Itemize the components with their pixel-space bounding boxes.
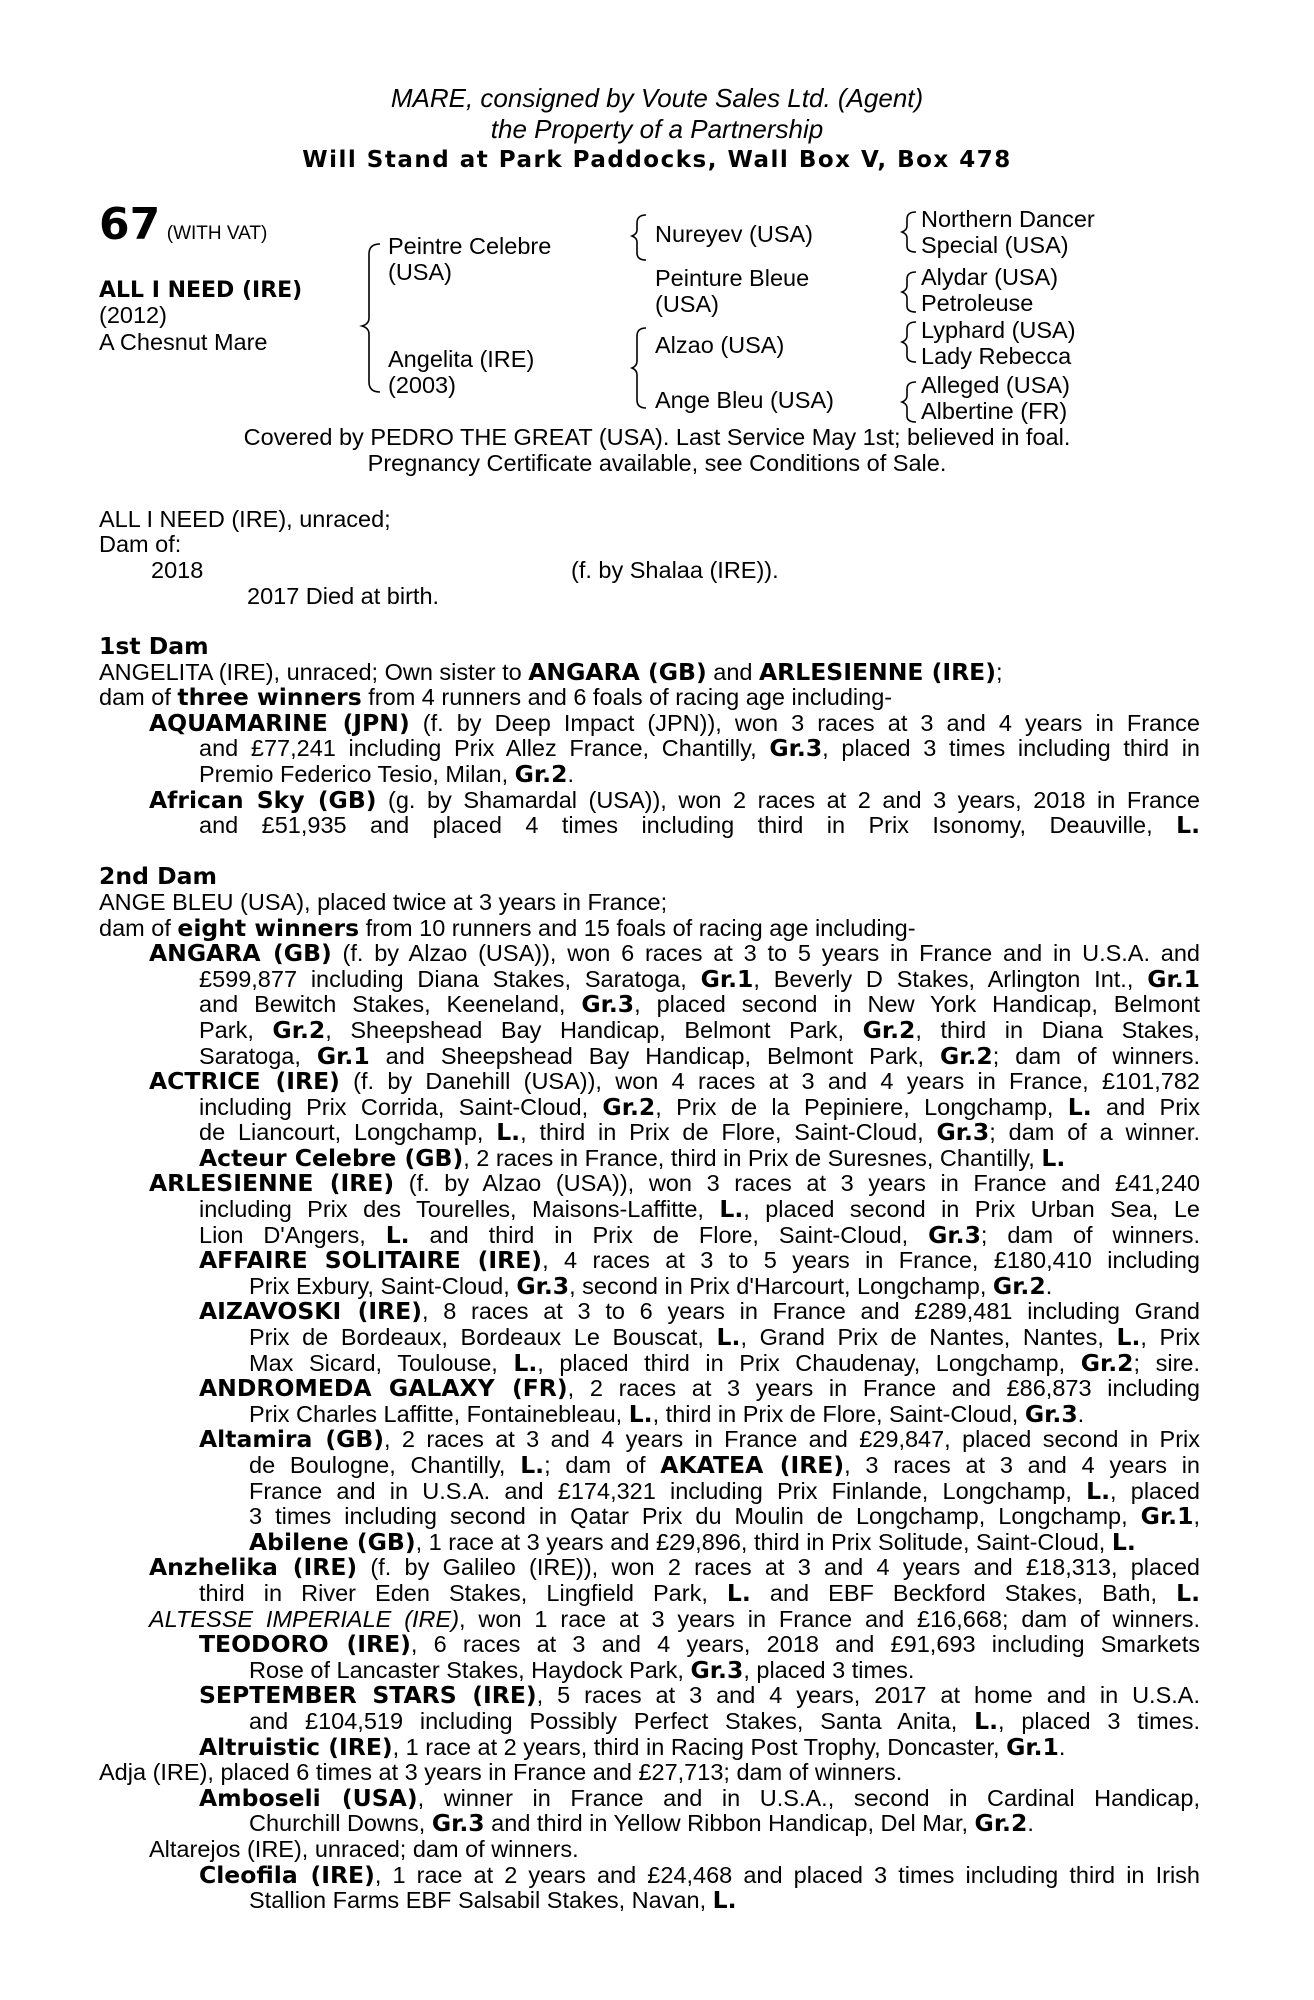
ss-sire: Northern Dancer — [921, 206, 1095, 232]
text-run: (f. by Alzao (USA)), won 3 races at 3 years in France and £41,240 — [394, 1170, 1200, 1197]
text-run: Park, — [199, 1016, 273, 1043]
text-run: , 6 races at 3 and 4 years, 2018 and £91,693 including Smarkets — [410, 1631, 1201, 1658]
text-run: ; dam of winners. — [992, 1042, 1201, 1069]
text-run: , placed — [1110, 1477, 1201, 1504]
dam-dam: Ange Bleu (USA) — [655, 387, 834, 413]
text-run: , Prix — [1140, 1324, 1200, 1351]
record-line — [199, 1248, 1200, 1274]
text-run: , 1 race at 2 years, third in Racing Post Trophy, Doncaster, — [392, 1733, 1007, 1760]
text-run: , third in Prix de Flore, Saint-Cloud, — [520, 1119, 937, 1146]
text-run: , 5 races at 3 and 4 years, 2017 at home and in U.S.A. — [536, 1682, 1200, 1709]
text-run: ; — [995, 658, 1003, 685]
bold-run: Altamira (GB) — [199, 1425, 385, 1454]
record-line — [249, 1399, 1200, 1428]
bold-run: Cleofila (IRE) — [199, 1860, 375, 1889]
text-run: Prix de Bordeaux, Bordeaux Le Bouscat, — [249, 1324, 717, 1351]
section-heading — [99, 864, 1200, 890]
record-line — [149, 1607, 1200, 1633]
sire-country: (USA) — [388, 259, 452, 285]
consignor-line: MARE, consigned by Voute Sales Ltd. (Agent) — [390, 83, 924, 113]
dam-sire: Alzao (USA) — [655, 332, 785, 358]
section-heading — [99, 634, 1200, 660]
text-run: , third in Prix de Flore, Saint-Cloud, — [652, 1400, 1025, 1427]
bold-run: 1st Dam — [99, 632, 209, 660]
text-run: , Sheepshead Bay Handicap, Belmont Park, — [325, 1016, 863, 1043]
text-run: and £104,519 including Possibly Perfect Stakes, Santa Anita, — [249, 1707, 975, 1734]
text-run: , 4 races at 3 to 5 years in France, £180,410 including — [542, 1247, 1201, 1274]
record-line — [149, 1555, 1200, 1581]
bold-run: Gr.3 — [928, 1220, 981, 1249]
bold-run: Gr.2 — [992, 1271, 1046, 1300]
text-run: , Grand Prix de Nantes, Nantes, — [740, 1324, 1117, 1351]
bold-run: Gr.3 — [516, 1271, 570, 1300]
dd-sire: Alleged (USA) — [921, 372, 1070, 398]
bold-run: AKATEA (IRE) — [660, 1451, 845, 1479]
text-run: , 1 race at 2 years and £24,468 and placed 3 times including third in Irish — [374, 1861, 1200, 1888]
bold-run: Gr.2 — [514, 759, 568, 788]
text-run: . — [1045, 1272, 1053, 1299]
text-run: , placed second in Prix Urban Sea, Le — [743, 1196, 1200, 1223]
record-line — [99, 839, 1200, 865]
text-run: dam of — [99, 684, 178, 711]
text-run: de Boulogne, Chantilly, — [249, 1452, 521, 1478]
text-run: Max Sicard, Toulouse, — [249, 1349, 514, 1376]
text-run: and Bewitch Stakes, Keeneland, — [199, 991, 582, 1018]
record-line — [99, 685, 1200, 711]
record-line — [99, 913, 1200, 942]
text-run: Churchill Downs, — [249, 1810, 432, 1837]
text-run: Altarejos (IRE), unraced; dam of winners. — [149, 1835, 579, 1862]
produce-intro: ALL I NEED (IRE), unraced; — [99, 506, 391, 532]
sire-sire: Nureyev (USA) — [655, 221, 814, 247]
bold-run: Gr.2 — [272, 1015, 326, 1044]
bold-run: L. — [513, 1348, 538, 1377]
horse-name: ALL I NEED (IRE) — [99, 278, 303, 303]
text-run: . — [1027, 1810, 1034, 1837]
bold-run: African Sky (GB) — [149, 785, 377, 814]
text-run: France and in U.S.A. and £174,321 including Prix Finlande, Longchamp, — [249, 1477, 1087, 1504]
horse-description: A Chesnut Mare — [99, 329, 268, 355]
bold-run: Gr.2 — [862, 1015, 916, 1044]
bold-run: Gr.3 — [936, 1118, 990, 1147]
text-run: ANGELITA (IRE), unraced; Own sister to — [99, 658, 529, 685]
bold-run: Gr.1 — [1147, 964, 1201, 993]
bold-run: L. — [496, 1118, 521, 1147]
bold-run: ACTRICE (IRE) — [149, 1067, 340, 1096]
bold-run: Gr.3 — [1024, 1399, 1078, 1428]
record-line — [99, 1760, 1200, 1786]
record-line — [249, 1655, 1200, 1684]
horse-year: (2012) — [99, 302, 167, 328]
bold-run: L. — [385, 1220, 410, 1249]
record-line — [249, 1453, 1200, 1479]
property-line: the Property of a Partnership — [490, 114, 824, 144]
text-run: ; dam of winners. — [980, 1221, 1201, 1248]
record-line — [199, 736, 1200, 762]
record-line — [199, 759, 1200, 788]
bold-run: L. — [628, 1399, 653, 1428]
italic-run: ALTESSE IMPERIALE (IRE) — [149, 1605, 460, 1632]
vat-note: (WITH VAT) — [166, 223, 268, 244]
bold-run: Anzhelika (IRE) — [149, 1553, 358, 1582]
text-run: , Beverly D Stakes, Arlington Int., — [753, 965, 1148, 992]
bold-run: Gr.1 — [700, 964, 754, 993]
bold-run: L. — [520, 1451, 545, 1479]
text-run: and £77,241 including Prix Allez France, Chantilly, — [199, 735, 770, 762]
text-run: ; dam of — [544, 1452, 661, 1478]
bold-run: eight winners — [177, 913, 360, 942]
bold-run: Gr.2 — [939, 1041, 993, 1070]
record-line — [199, 1041, 1201, 1070]
record-line — [249, 1811, 1200, 1837]
text-run: (f. by Deep Impact (JPN)), won 3 races at 3 and 4 years in France — [409, 709, 1201, 736]
text-run: Stallion Farms EBF Salsabil Stakes, Navan, — [249, 1887, 713, 1914]
text-run: ; sire. — [1133, 1349, 1200, 1376]
ds-dam: Lady Rebecca — [921, 343, 1072, 369]
record-line — [249, 1706, 1200, 1735]
bold-run: Gr.1 — [316, 1041, 370, 1070]
bold-run: L. — [1176, 811, 1200, 840]
covered-note: Covered by PEDRO THE GREAT (USA). Last Service May 1st; believed in foal. — [243, 424, 1071, 450]
text-run: including Prix des Tourelles, Maisons-Laffitte, — [199, 1196, 720, 1223]
record-line — [199, 1376, 1200, 1402]
text-run: , placed 3 times including third in — [822, 735, 1200, 762]
record-line — [199, 1427, 1200, 1453]
text-run: Prix Exbury, Saint-Cloud, — [249, 1272, 517, 1299]
text-run: (f. by Alzao (USA)), won 6 races at 3 to 5 years in France and in U.S.A. and — [331, 940, 1201, 967]
record-line — [149, 1837, 1200, 1863]
record-line — [199, 992, 1200, 1018]
text-run: Saratoga, — [199, 1042, 317, 1069]
record-line — [199, 813, 1200, 839]
dam-family-record — [99, 634, 1200, 1914]
text-run: and — [706, 658, 759, 685]
bold-run: L. — [719, 1195, 744, 1224]
text-run: ; dam of a winner. — [989, 1119, 1200, 1146]
text-run: , 3 races at 3 and 4 years in — [844, 1452, 1200, 1478]
bold-run: L. — [1116, 1323, 1141, 1352]
text-run: , won 1 race at 3 years in France and £16,668; dam of winners. — [459, 1605, 1200, 1632]
text-run: , placed 3 times. — [998, 1707, 1200, 1734]
record-line — [199, 964, 1201, 993]
text-run: , Prix de la Pepiniere, Longchamp, — [655, 1093, 1068, 1120]
bold-run: Gr.3 — [769, 734, 823, 763]
sd-dam: Petroleuse — [921, 290, 1034, 316]
bold-run: Gr.1 — [1006, 1732, 1059, 1761]
bold-run: three winners — [177, 683, 362, 712]
ss-dam: Special (USA) — [921, 232, 1069, 258]
text-run: , placed second in New York Handicap, Belmont — [634, 991, 1200, 1018]
record-line — [249, 1271, 1200, 1300]
sire-dam-country: (USA) — [655, 291, 719, 317]
sd-sire: Alydar (USA) — [921, 264, 1059, 290]
bold-run: L. — [1041, 1143, 1066, 1172]
text-run: Premio Federico Tesio, Milan, — [199, 760, 515, 787]
text-run: , 1 race at 3 years and £29,896, third in Prix Solitude, Saint-Cloud, — [415, 1528, 1112, 1555]
dam-year: (2003) — [388, 372, 456, 398]
bold-run: Altruistic (IRE) — [199, 1732, 393, 1761]
sire-name: Peintre Celebre — [388, 233, 552, 259]
text-run: Rose of Lancaster Stakes, Haydock Park, — [249, 1656, 691, 1683]
text-run: including Prix Corrida, Saint-Cloud, — [199, 1093, 603, 1120]
produce-2018-foal: (f. by Shalaa (IRE)). — [571, 557, 779, 583]
text-run: from 10 runners and 15 foals of racing age including- — [359, 914, 916, 941]
record-line — [199, 1299, 1200, 1325]
bold-run: 2nd Dam — [99, 862, 217, 891]
text-run: 3 times including second in Qatar Prix du Moulin de Longchamp, Longchamp, — [249, 1503, 1141, 1530]
record-line — [149, 708, 1201, 737]
text-run: (g. by Shamardal (USA)), won 2 races at 2 and 3 years, 2018 in France — [376, 786, 1200, 813]
text-run: (f. by Danehill (USA)), won 4 races at 3 and 4 years in France, £101,782 — [339, 1068, 1200, 1095]
text-run: and third in Prix de Flore, Saint-Cloud, — [409, 1221, 929, 1248]
bold-run: L. — [1086, 1476, 1111, 1505]
text-run: , placed 3 times. — [743, 1656, 915, 1683]
bold-run: ANDROMEDA GALAXY (FR) — [199, 1374, 568, 1403]
bold-run: ARLESIENNE (IRE) — [759, 657, 996, 686]
record-line — [249, 1325, 1200, 1351]
dam-name: Angelita (IRE) — [388, 346, 535, 372]
produce-2018-year: 2018 — [151, 557, 204, 583]
bold-run: AIZAVOSKI (IRE) — [199, 1297, 422, 1326]
record-line — [249, 1348, 1200, 1377]
bold-run: AQUAMARINE (JPN) — [149, 708, 410, 737]
bold-run: L. — [1111, 1527, 1136, 1556]
bold-run: L. — [1176, 1578, 1200, 1607]
record-line — [99, 657, 1200, 686]
lot-number: 67 — [99, 199, 161, 250]
text-run: , second in Prix d'Harcourt, Longchamp, — [569, 1272, 993, 1299]
bold-run: L. — [726, 1578, 751, 1607]
record-line — [199, 1683, 1200, 1709]
record-line — [199, 1197, 1200, 1223]
text-run: de Liancourt, Longchamp, — [199, 1119, 497, 1146]
text-run: . — [567, 760, 574, 787]
text-run: and Prix — [1091, 1093, 1200, 1120]
text-run: and £51,935 and placed 4 times including third in Prix Isonomy, Deauville, — [199, 812, 1177, 839]
bold-run: Amboseli (USA) — [199, 1783, 418, 1812]
text-run: Adja (IRE), placed 6 times at 3 years in France and £27,713; dam of winners. — [99, 1759, 903, 1786]
record-line — [199, 1015, 1200, 1044]
bold-run: Gr.1 — [1140, 1502, 1194, 1531]
record-line — [249, 1888, 1200, 1914]
ds-sire: Lyphard (USA) — [921, 317, 1076, 343]
record-line — [249, 1476, 1201, 1505]
record-line — [249, 1527, 1200, 1556]
bold-run: SEPTEMBER STARS (IRE) — [199, 1681, 537, 1710]
bold-run: Gr.3 — [581, 990, 635, 1019]
record-line — [199, 1860, 1200, 1889]
record-line — [199, 1120, 1200, 1146]
text-run: . — [1058, 1733, 1066, 1760]
text-run: and third in Yellow Ribbon Handicap, Del Mar, — [484, 1810, 975, 1837]
record-line — [199, 1143, 1200, 1172]
bold-run: Gr.2 — [602, 1092, 656, 1121]
bold-run: ANGARA (GB) — [528, 657, 707, 686]
record-line — [149, 1069, 1200, 1095]
text-run: dam of — [99, 914, 178, 941]
text-run: , 8 races at 3 to 6 years in France and £289,481 including Grand — [421, 1298, 1200, 1325]
record-line — [249, 1504, 1200, 1530]
stand-location: Will Stand at Park Paddocks, Wall Box V, Box 478 — [302, 147, 1012, 173]
text-run: from 4 runners and 6 foals of racing age including- — [361, 684, 893, 711]
record-line — [199, 1632, 1200, 1658]
text-run: and Sheepshead Bay Handicap, Belmont Park, — [369, 1042, 940, 1069]
pregnancy-note: Pregnancy Certificate available, see Conditions of Sale. — [367, 450, 947, 476]
record-line — [99, 890, 1200, 916]
produce-2017: 2017 Died at birth. — [247, 583, 440, 609]
bold-run: Acteur Celebre (GB) — [199, 1143, 464, 1172]
text-run: Prix Charles Laffitte, Fontainebleau, — [249, 1400, 629, 1427]
bold-run: L. — [712, 1886, 737, 1915]
record-line — [199, 1732, 1200, 1761]
record-line — [199, 1783, 1200, 1812]
sire-dam: Peinture Bleue — [655, 265, 810, 291]
record-line — [149, 941, 1200, 967]
record-line — [149, 1171, 1200, 1197]
text-run: , 2 races in France, third in Prix de Suresnes, Chantilly, — [463, 1144, 1042, 1171]
text-run: , 2 races at 3 years in France and £86,873 including — [567, 1375, 1200, 1402]
bold-run: Gr.2 — [1080, 1348, 1134, 1377]
text-run: and EBF Beckford Stakes, Bath, — [750, 1579, 1177, 1606]
dd-dam: Albertine (FR) — [921, 398, 1068, 424]
record-line — [199, 1578, 1200, 1607]
record-line — [199, 1220, 1201, 1249]
text-run: , winner in France and in U.S.A., second in Cardinal Handicap, — [417, 1784, 1200, 1811]
bold-run: L. — [716, 1323, 741, 1352]
bold-run: ANGARA (GB) — [149, 939, 332, 968]
text-run: Lion D'Angers, — [199, 1221, 386, 1248]
bold-run: AFFAIRE SOLITAIRE (IRE) — [199, 1246, 543, 1275]
bold-run: L. — [1067, 1092, 1092, 1121]
bold-run: TEODORO (IRE) — [199, 1630, 411, 1659]
bold-run: Gr.2 — [974, 1809, 1028, 1838]
text-run: , placed third in Prix Chaudenay, Longchamp, — [537, 1349, 1081, 1376]
text-run: third in River Eden Stakes, Lingfield Park, — [199, 1579, 727, 1606]
text-run: , 2 races at 3 and 4 years in France and £29,847, placed second in Prix — [384, 1426, 1200, 1453]
bold-run: L. — [974, 1706, 998, 1735]
record-line — [199, 1092, 1200, 1121]
produce-dam-of: Dam of: — [99, 531, 182, 557]
record-line — [149, 785, 1200, 814]
text-run: , — [1193, 1503, 1200, 1530]
bold-run: Gr.3 — [690, 1655, 744, 1684]
bold-run: ARLESIENNE (IRE) — [149, 1169, 395, 1198]
pedigree-braces — [0, 0, 1314, 440]
text-run: ANGE BLEU (USA), placed twice at 3 years in France; — [99, 888, 668, 915]
text-run: . — [1077, 1400, 1085, 1427]
bold-run: Abilene (GB) — [249, 1527, 416, 1556]
text-run: , third in Diana Stakes, — [915, 1016, 1200, 1043]
text-run: (f. by Galileo (IRE)), won 2 races at 3 and 4 years and £18,313, placed — [357, 1554, 1200, 1581]
bold-run: Gr.3 — [431, 1809, 485, 1838]
text-run: £599,877 including Diana Stakes, Saratoga, — [199, 965, 701, 992]
